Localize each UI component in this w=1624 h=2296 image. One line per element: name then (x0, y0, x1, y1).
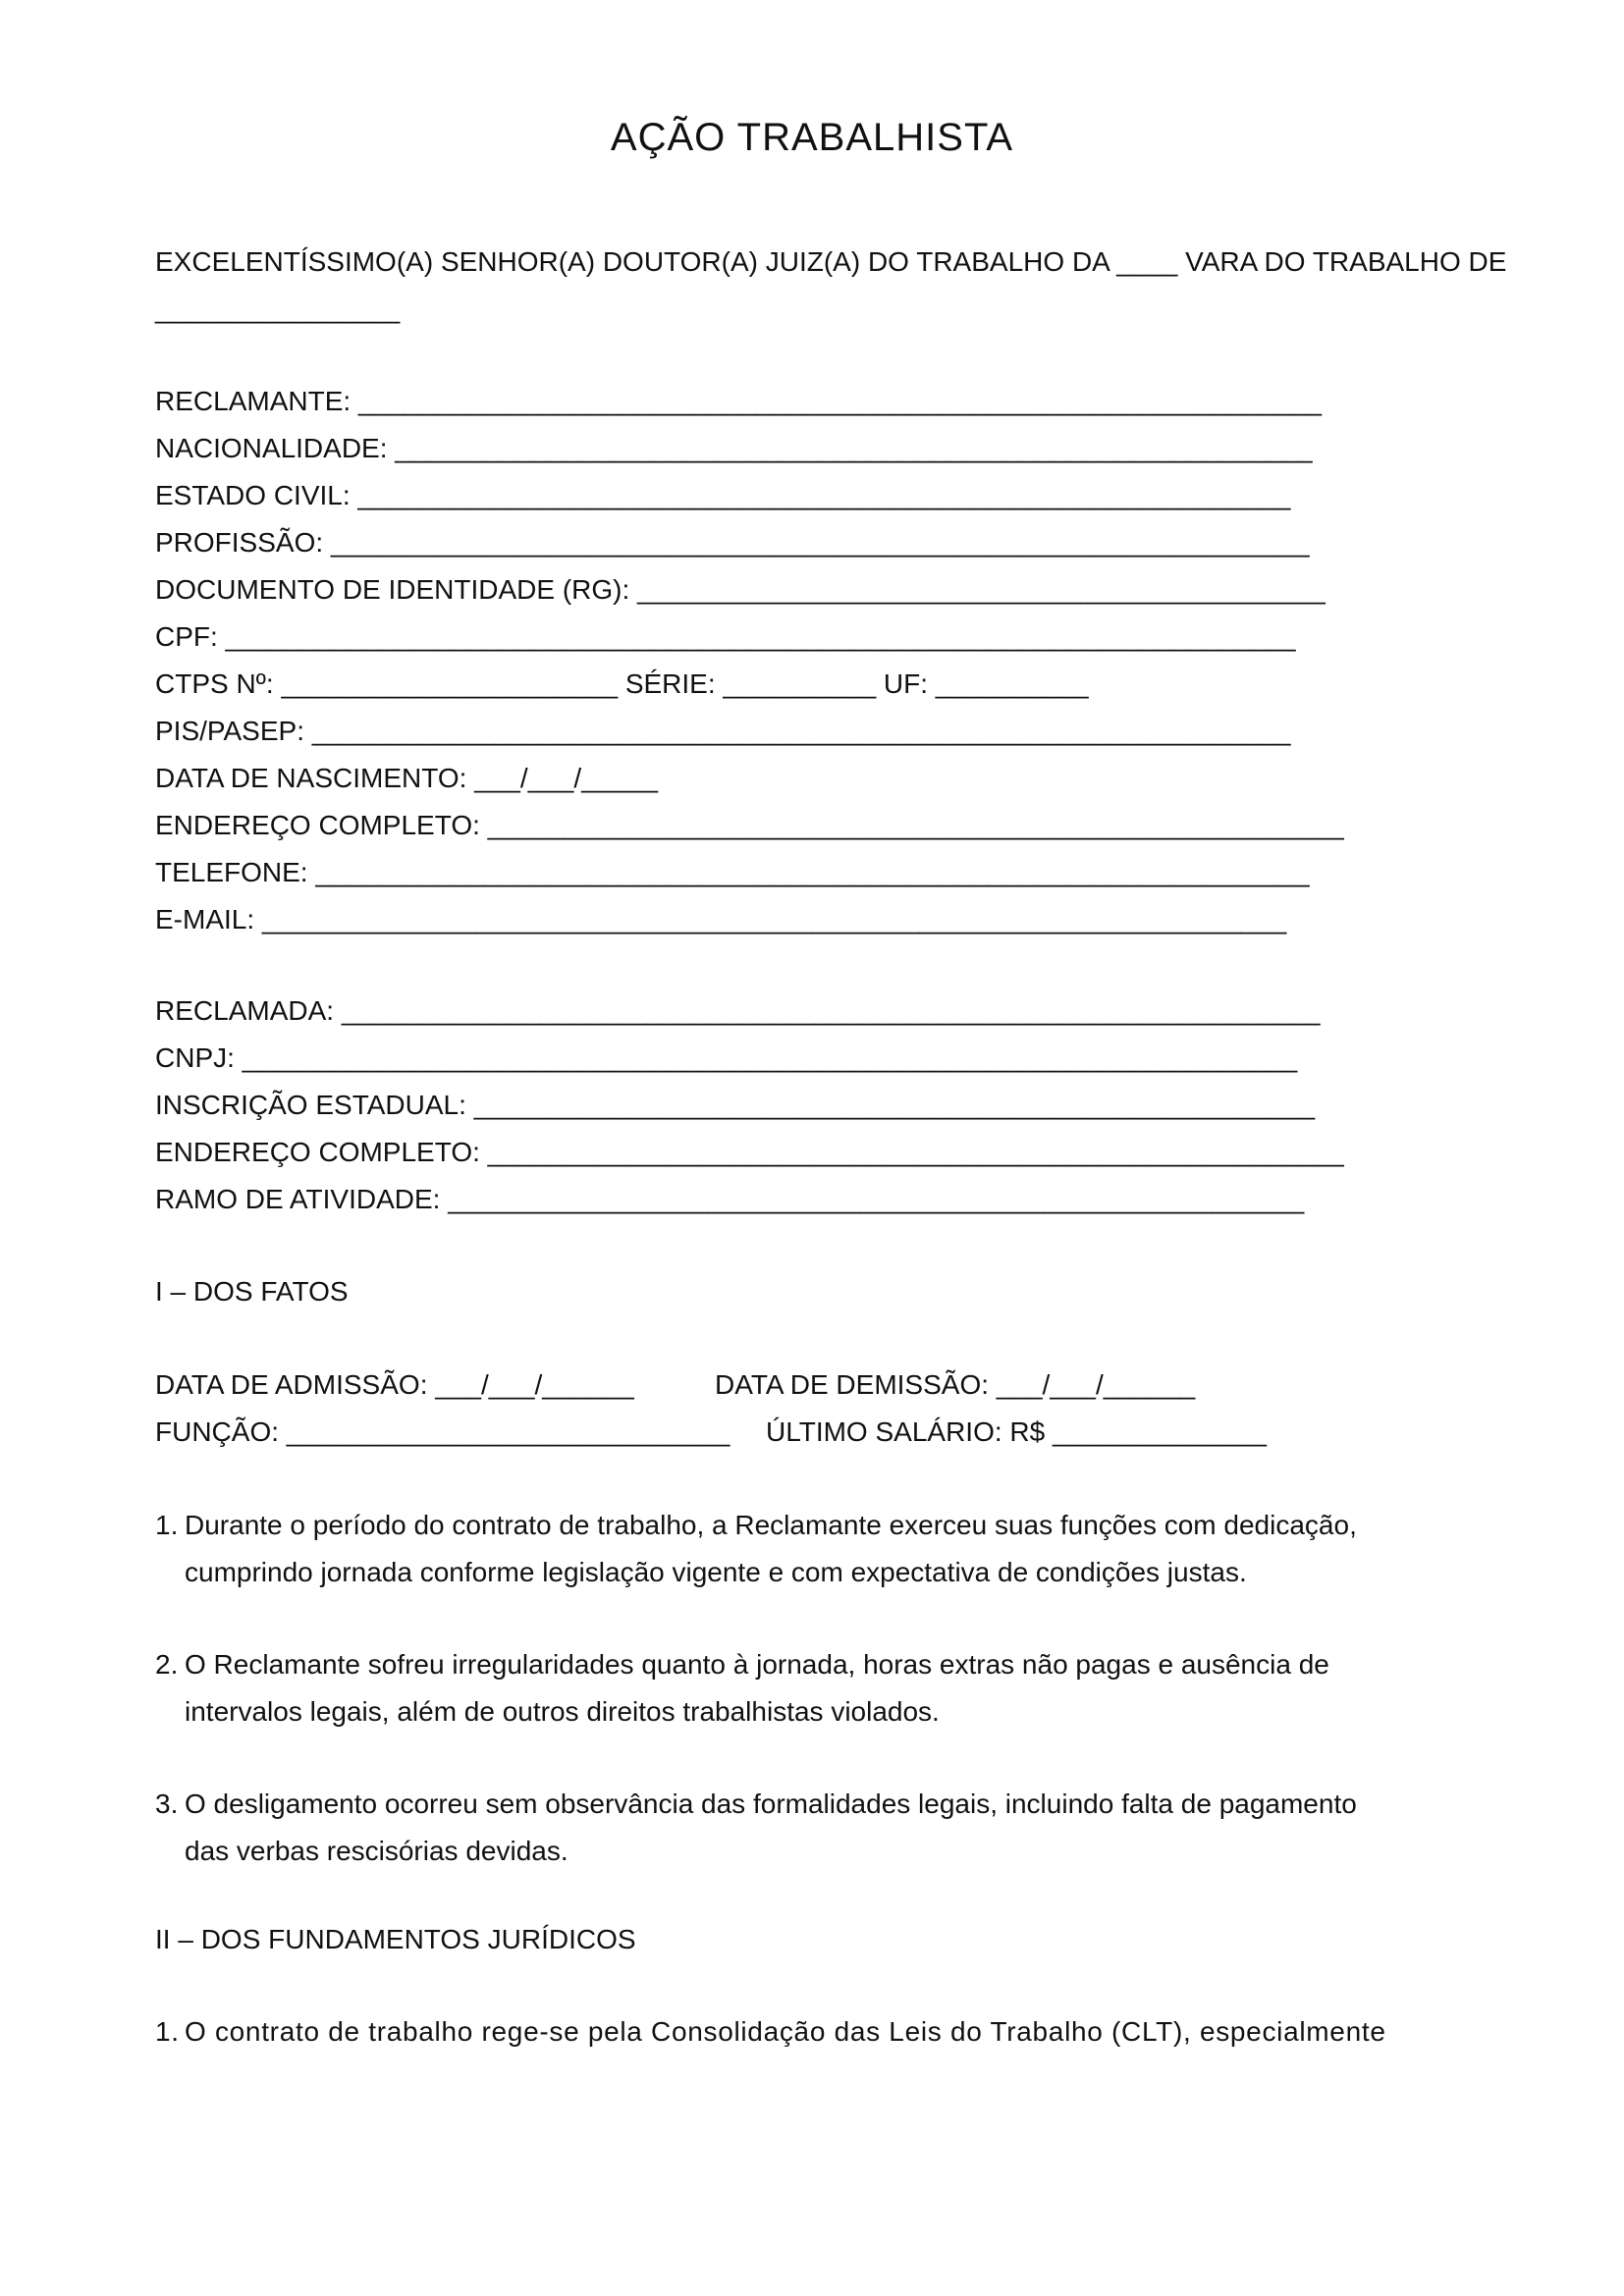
field-data-demissao: DATA DE DEMISSÃO: ___/___/______ (715, 1369, 1196, 1400)
field-reclamante: RECLAMANTE: _______________________________________________________________ (155, 386, 1322, 416)
field-nacionalidade: NACIONALIDADE: ____________________________________________________________ (155, 433, 1313, 463)
addressee-blank: ________________ (155, 294, 401, 324)
section-fatos-heading: I – DOS FATOS (155, 1276, 349, 1307)
item-number: 2. (155, 1649, 179, 1680)
item-number: 1. (155, 2016, 180, 2047)
item-text: O Reclamante sofreu irregularidades quanto à jornada, horas extras não pagas e ausência de (185, 1649, 1329, 1680)
addressee-line: EXCELENTÍSSIMO(A) SENHOR(A) DOUTOR(A) JUIZ(A) DO TRABALHO DA ____ VARA DO TRABALHO DE (155, 246, 1507, 277)
field-endereco-reclamante: ENDEREÇO COMPLETO: ________________________________________________________ (155, 810, 1344, 840)
field-pis-pasep: PIS/PASEP: ________________________________________________________________ (155, 716, 1291, 746)
document-title: AÇÃO TRABALHISTA (610, 116, 1014, 159)
field-ultimo-salario: ÚLTIMO SALÁRIO: R$ ______________ (766, 1416, 1268, 1447)
field-telefone: TELEFONE: _________________________________________________________________ (155, 857, 1310, 887)
field-reclamada: RECLAMADA: ________________________________________________________________ (155, 995, 1321, 1026)
field-funcao: FUNÇÃO: _____________________________ (155, 1416, 731, 1447)
field-ctps: CTPS Nº: ______________________ SÉRIE: __________ UF: __________ (155, 668, 1089, 699)
item-number: 3. (155, 1789, 179, 1819)
field-inscricao-estadual: INSCRIÇÃO ESTADUAL: _______________________________________________________ (155, 1090, 1316, 1120)
item-text-continued: cumprindo jornada conforme legislação vigente e com expectativa de condições justas. (185, 1557, 1247, 1587)
field-cpf: CPF: ______________________________________________________________________ (155, 621, 1296, 652)
field-profissao: PROFISSÃO: ________________________________________________________________ (155, 527, 1310, 558)
field-cnpj: CNPJ: _____________________________________________________________________ (155, 1042, 1298, 1073)
item-text-continued: das verbas rescisórias devidas. (185, 1836, 568, 1866)
item-text: Durante o período do contrato de trabalho, a Reclamante exerceu suas funções com dedicação, (185, 1510, 1357, 1540)
field-rg: DOCUMENTO DE IDENTIDADE (RG): _____________________________________________ (155, 574, 1326, 605)
item-number: 1. (155, 1510, 179, 1540)
fatos-item-2 (155, 1641, 1412, 1735)
item-text-continued: intervalos legais, além de outros direitos trabalhistas violados. (185, 1696, 940, 1727)
fatos-item-1 (155, 1502, 1412, 1596)
field-endereco-reclamada: ENDEREÇO COMPLETO: ________________________________________________________ (155, 1137, 1344, 1167)
field-email: E-MAIL: ___________________________________________________________________ (155, 904, 1287, 934)
fundamentos-item-1 (155, 2008, 1412, 2056)
item-text: O desligamento ocorreu sem observância das formalidades legais, incluindo falta de pagamento (185, 1789, 1357, 1819)
field-data-nascimento: DATA DE NASCIMENTO: ___/___/_____ (155, 763, 659, 793)
fatos-item-3 (155, 1781, 1412, 1875)
field-data-admissao: DATA DE ADMISSÃO: ___/___/______ (155, 1369, 634, 1400)
item-text: O contrato de trabalho rege-se pela Consolidação das Leis do Trabalho (CLT), especialmente (185, 2016, 1386, 2047)
section-fundamentos-heading: II – DOS FUNDAMENTOS JURÍDICOS (155, 1924, 636, 1954)
field-ramo-atividade: RAMO DE ATIVIDADE: ________________________________________________________ (155, 1184, 1305, 1214)
field-estado-civil: ESTADO CIVIL: _____________________________________________________________ (155, 480, 1291, 510)
